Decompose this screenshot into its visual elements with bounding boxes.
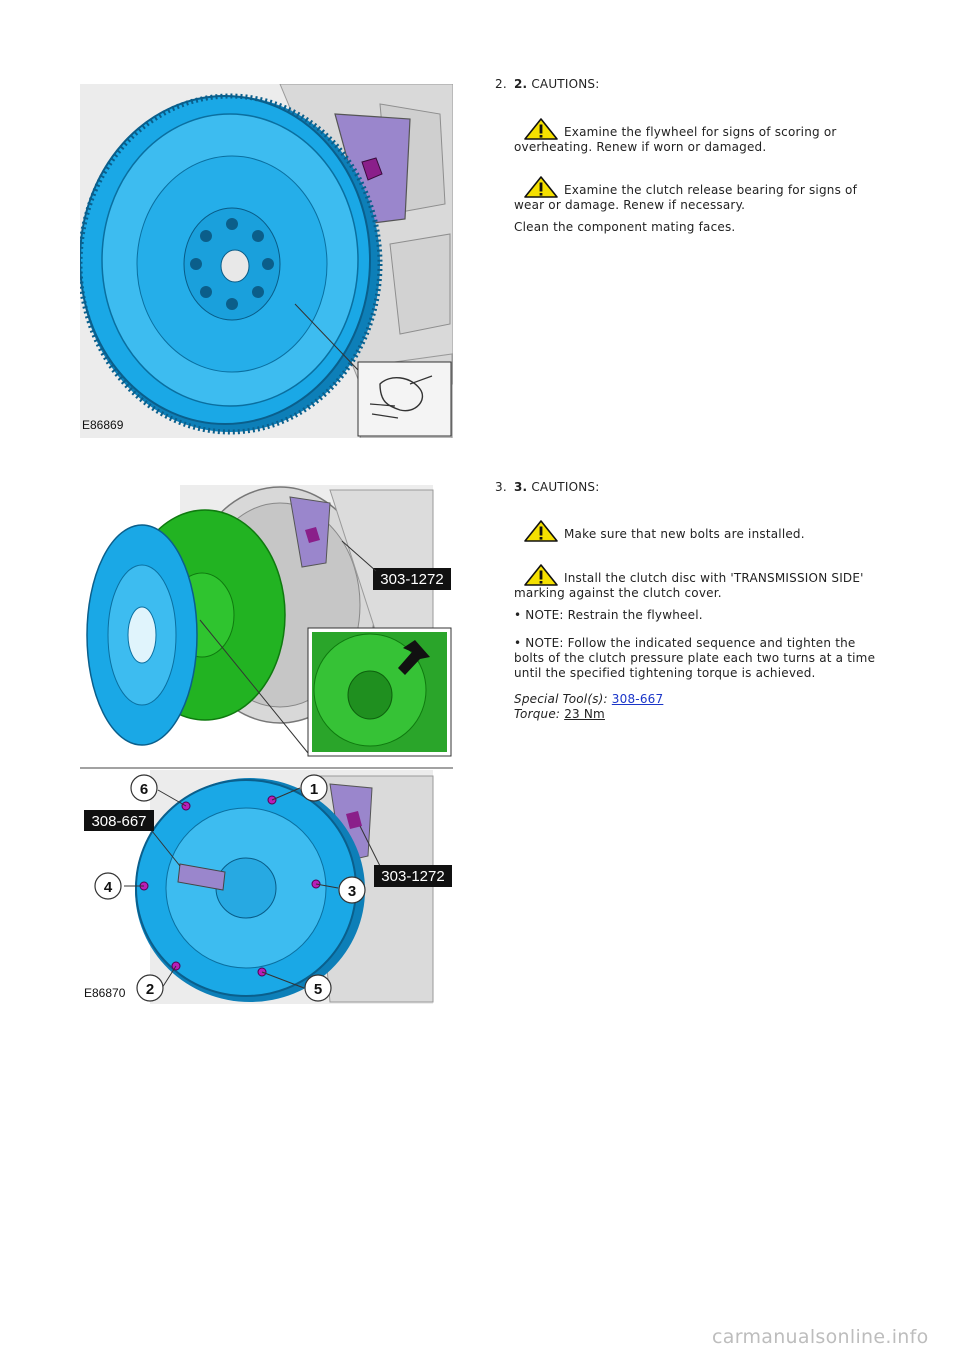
warning-icon [524, 564, 558, 586]
tool-tag-308-667: 308-667 [91, 813, 147, 830]
flywheel-figure [80, 84, 453, 438]
warning-icon [524, 176, 558, 198]
flywheel-illustration [80, 84, 453, 438]
step-2-number: 2. [514, 77, 528, 91]
figure-code-e86869: E86869 [82, 418, 124, 432]
clutch-disc-illustration [80, 485, 453, 759]
torque-value: 23 Nm [564, 707, 605, 721]
watermark: carmanualsonline.info [712, 1326, 929, 1348]
step-2-caution-2 [514, 176, 884, 213]
caution-text: Examine the clutch release bearing for signs of wear or damage. Renew if necessary. [514, 183, 858, 212]
torque-label: Torque: [514, 707, 561, 721]
caution-text: Make sure that new bolts are installed. [564, 527, 805, 541]
caution-text: Install the clutch disc with 'TRANSMISSION SIDE' marking against the clutch cover. [514, 571, 864, 600]
callout-6: 6 [139, 781, 149, 798]
step-3-heading [514, 480, 599, 495]
callout-4: 4 [103, 879, 113, 896]
step-2-caution-1 [514, 118, 884, 155]
tool-tag-303-1272-b: 303-1272 [381, 868, 445, 885]
step-2-instruction: Clean the component mating faces. [514, 220, 736, 234]
special-tool-link-308-667[interactable]: 308-667 [611, 692, 664, 706]
step-3-cautions-label: CAUTIONS: [531, 480, 600, 494]
step-3-note-2: • NOTE: Follow the indicated sequence and tighten the bolts of the clutch pressure plate each two turns at a time until the specified tightening torque is achieved. [514, 636, 876, 680]
step-3-outer-number: 3. [495, 480, 507, 494]
callout-2: 2 [145, 981, 155, 998]
clutch-disc-figure [80, 485, 453, 759]
step-3-number: 3. [514, 480, 528, 494]
callout-3: 3 [347, 883, 357, 900]
special-tools-line [514, 692, 663, 707]
figure-code-e86870: E86870 [84, 986, 126, 1000]
special-tools-label: Special Tool(s): [514, 692, 608, 706]
bolt-sequence-illustration [80, 766, 453, 1006]
caution-text: Examine the flywheel for signs of scoring or overheating. Renew if worn or damaged. [514, 125, 837, 154]
torque-line [514, 707, 605, 722]
callout-5: 5 [313, 981, 323, 998]
warning-icon [524, 520, 558, 542]
step-3-caution-2 [514, 564, 886, 601]
callout-1: 1 [309, 781, 319, 798]
bolt-sequence-figure [80, 766, 453, 1006]
step-2-cautions-label: CAUTIONS: [531, 77, 600, 91]
step-3-caution-1 [514, 520, 886, 542]
step-3-note-1: • NOTE: Restrain the flywheel. [514, 608, 703, 622]
step-2-outer-number: 2. [495, 77, 507, 91]
tool-tag-303-1272: 303-1272 [380, 571, 444, 588]
warning-icon [524, 118, 558, 140]
step-2-heading [514, 77, 599, 92]
